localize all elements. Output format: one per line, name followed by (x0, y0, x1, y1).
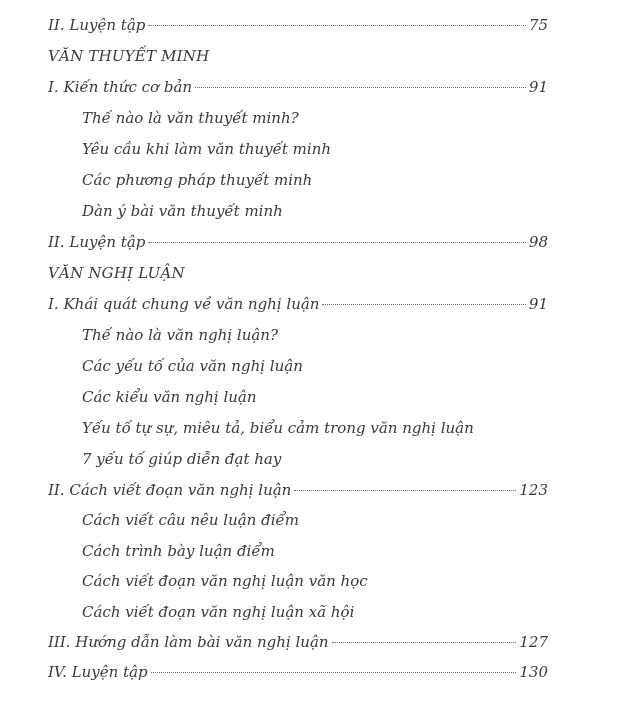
toc-entry-label: II. Luyện tập (48, 16, 146, 34)
toc-subentry-label: Dàn ý bài văn thuyết minh (82, 202, 283, 220)
dot-leader (322, 304, 525, 305)
toc-entry-section (48, 291, 548, 317)
toc-subentry-label: Các yếu tố của văn nghị luận (82, 357, 303, 375)
toc-page-number: 98 (528, 233, 548, 251)
toc-subentry (82, 322, 542, 348)
toc-subentry (82, 198, 542, 224)
dot-leader (151, 672, 517, 673)
toc-subentry-label: Thế nào là văn nghị luận? (82, 326, 279, 344)
toc-subentry (82, 507, 542, 533)
toc-page-number: 127 (519, 633, 548, 651)
toc-page-number: 75 (528, 16, 548, 34)
toc-subentry-label: Cách viết đoạn văn nghị luận xã hội (82, 603, 355, 621)
dot-leader (294, 490, 516, 491)
toc-entry-label: II. Luyện tập (48, 233, 146, 251)
dot-leader (195, 87, 526, 88)
toc-page-number: 91 (528, 78, 548, 96)
toc-subentry (82, 167, 542, 193)
toc-subentry (82, 384, 542, 410)
toc-subentry-label: Cách trình bày luận điểm (82, 542, 275, 560)
dot-leader (148, 25, 526, 26)
toc-subentry (82, 105, 542, 131)
toc-entry-label: I. Kiến thức cơ bản (48, 78, 193, 96)
toc-subentry-label: Các phương pháp thuyết minh (82, 171, 313, 189)
toc-page-number: 91 (528, 295, 548, 313)
toc-page-number: 130 (519, 663, 548, 681)
toc-subentry-label: Các kiểu văn nghị luận (82, 388, 257, 406)
toc-entry-section (48, 74, 548, 100)
toc-subentry-label: Cách viết câu nêu luận điểm (82, 511, 299, 529)
toc-entry-label: I. Khái quát chung về văn nghị luận (48, 295, 320, 313)
toc-subentry-label: 7 yếu tố giúp diễn đạt hay (82, 450, 282, 468)
toc-subentry (82, 538, 542, 564)
toc-subentry (82, 136, 542, 162)
toc-subentry (82, 599, 542, 625)
toc-entry-label: II. Cách viết đoạn văn nghị luận (48, 481, 292, 499)
toc-subentry (82, 446, 542, 472)
toc-chapter-heading (48, 260, 548, 286)
toc-entry-section (48, 229, 548, 255)
toc-chapter-heading (48, 43, 548, 69)
toc-subentry-label: Yêu cầu khi làm văn thuyết minh (82, 140, 332, 158)
chapter-title: VĂN NGHỊ LUẬN (48, 264, 185, 282)
toc-subentry (82, 415, 542, 441)
chapter-title: VĂN THUYẾT MINH (48, 47, 210, 65)
dot-leader (148, 242, 526, 243)
toc-entry-section (48, 659, 548, 685)
toc-subentry (82, 353, 542, 379)
toc-entry-section (48, 629, 548, 655)
toc-entry-section (48, 12, 548, 38)
toc-subentry (82, 568, 542, 594)
toc-subentry-label: Yếu tố tự sự, miêu tả, biểu cảm trong văn nghị luận (82, 419, 474, 437)
toc-entry-section (48, 477, 548, 503)
dot-leader (332, 642, 517, 643)
toc-subentry-label: Cách viết đoạn văn nghị luận văn học (82, 572, 368, 590)
toc-entry-label: IV. Luyện tập (48, 663, 148, 681)
toc-page-number: 123 (519, 481, 548, 499)
toc-subentry-label: Thế nào là văn thuyết minh? (82, 109, 299, 127)
toc-entry-label: III. Hướng dẫn làm bài văn nghị luận (48, 633, 329, 651)
